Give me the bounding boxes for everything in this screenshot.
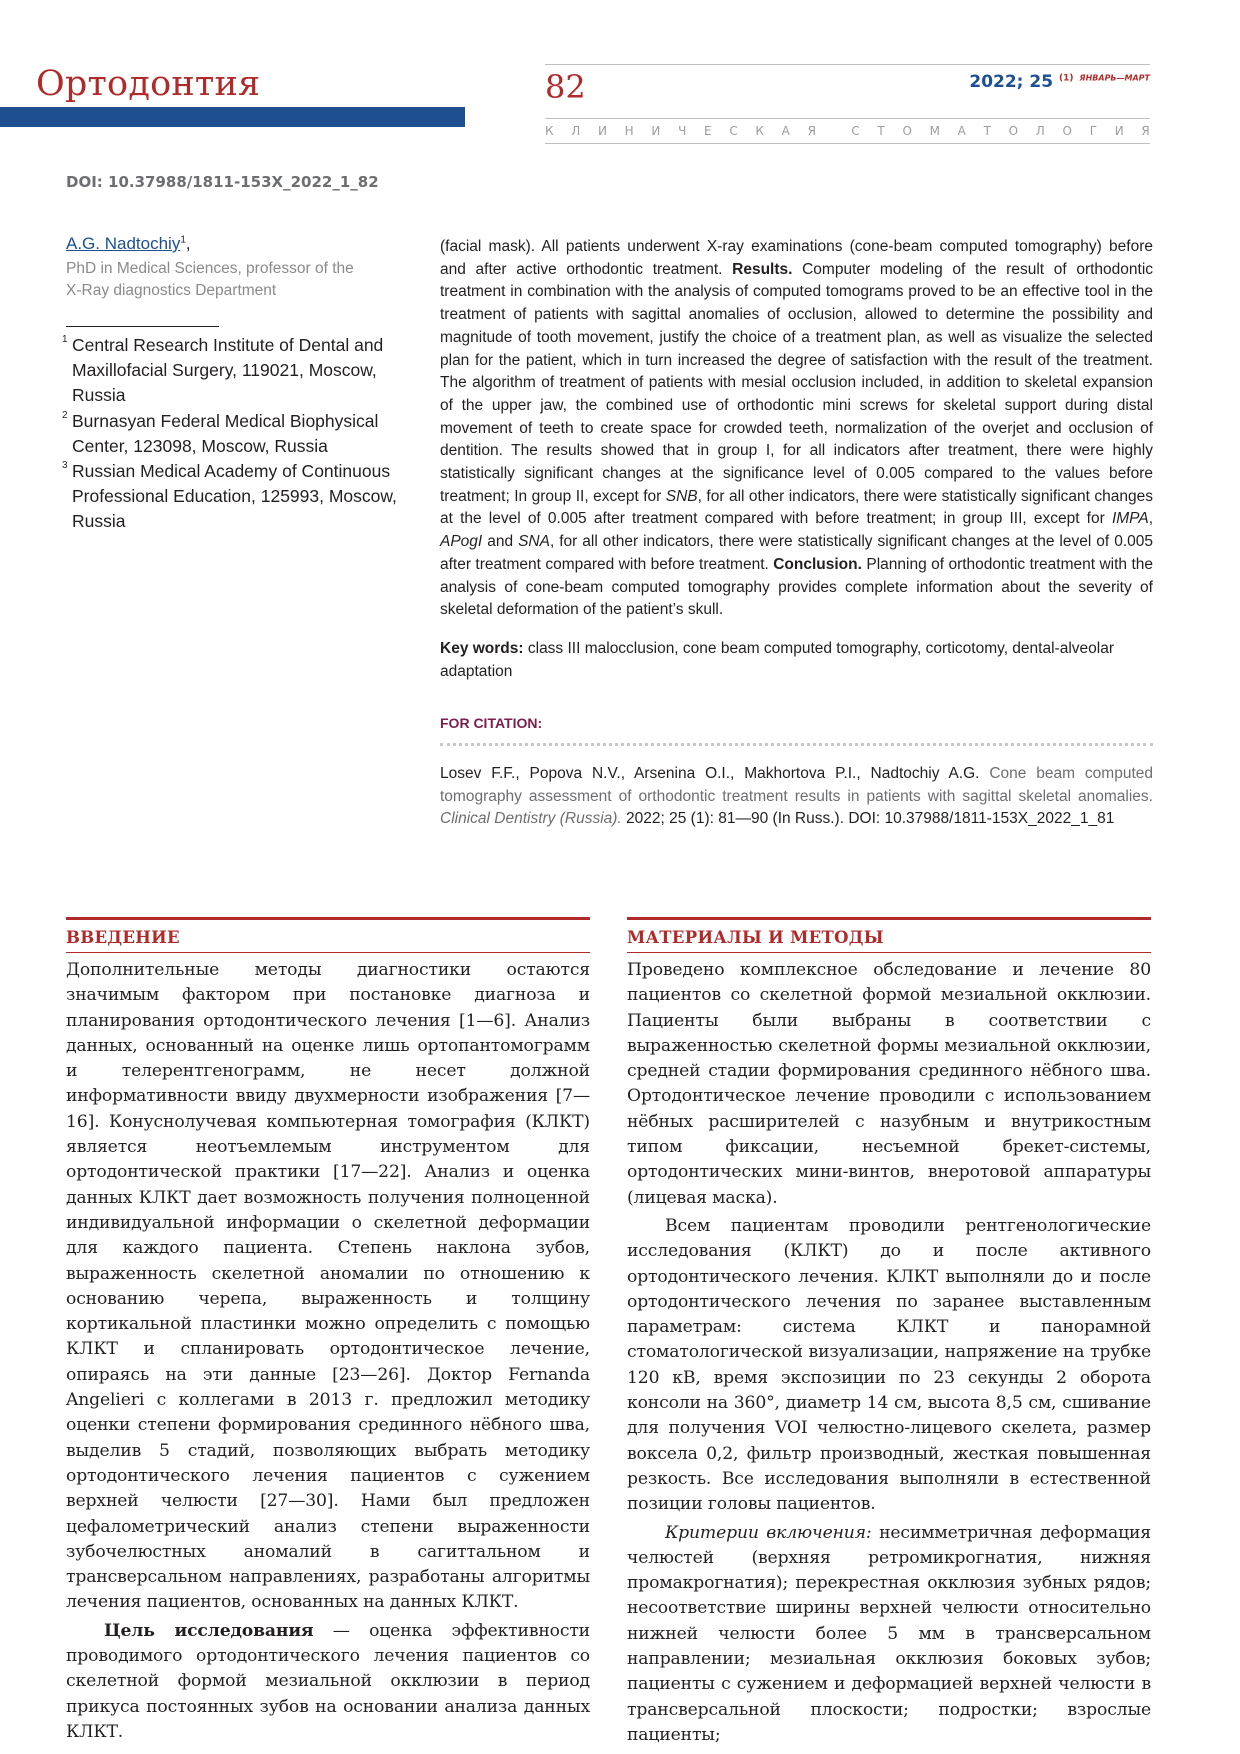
affiliation-text: Central Research Institute of Dental and Maxillofacial Surgery, 119021, Moscow, Russia <box>72 335 384 405</box>
abstract <box>440 236 1153 622</box>
journal-letter: А <box>957 124 966 138</box>
methods-heading: МАТЕРИАЛЫ И МЕТОДЫ <box>627 928 884 947</box>
abstract-text: , for all other indicators, there were statistically significant changes at the level of 0.005 after treatment compared with before treatment; in group III, except for <box>440 487 1153 528</box>
intro-heading: ВВЕДЕНИЕ <box>66 928 180 947</box>
doi: DOI: 10.37988/1811-153X_2022_1_82 <box>66 173 379 191</box>
column-rule-top <box>627 917 1151 920</box>
issue-number: (1) <box>1059 73 1074 84</box>
criteria-text: несимметричная деформация челюстей (верхняя ретромикрогнатия, нижняя промакрогнатия); перекрестная окклюзия зубных рядов; несоответствие ширины верхней челюсти относительно нижней челюсти более 5 мм в трансверсальном направлении; мезиальная окклюзия боковых зубов; пациенты с сужением и деформацией верхней челюсти в трансверсальной плоскости; подростки; взрослые пациенты; <box>627 1522 1151 1745</box>
intro-column <box>66 917 590 1745</box>
journal-letter: О <box>1008 124 1019 138</box>
methods-paragraph: Проведено комплексное обследование и лечение 80 пациентов со скелетной формой мезиальной окклюзии. Пациенты были выбраны в соответствии с выраженностью скелетной формы мезиальной окклюзии, средней стадии формирования срединного нёбного шва. Ортодонтическое лечение проводили с использованием нёбных расширителей с назубным и внутрикостным типом фиксации, несъемной брекет-системы, ортодонтических мини-винтов, внеротовой аппаратуры (лицевая маска). <box>627 960 1151 1208</box>
journal-letter: Е <box>704 124 712 138</box>
journal-letter: Л <box>571 124 581 138</box>
citation-details: 2022; 25 (1): 81—90 (In Russ.). DOI: 10.37988/1811-153X_2022_1_81 <box>621 810 1115 828</box>
abstract-text: Computer modeling of the result of orthodontic treatment in combination with the analysis of computed tomograms proved to be an effective tool in the treatment of patients with sagittal anomalies of occlusion, allowed to determine the possibility and magnitude of tooth movement, justify the choice of a treatment plan, as well as visualize the selected plan for the patient, which in turn increased the degree of satisfaction with the result of the treatment. The algorithm of treatment of patients with mesial occlusion included, in addition to skeletal expansion of the upper jaw, the combined use of orthodontic mini screws for skeletal support during distal movement of teeth to create space for crowded teeth, normalization of the overjet and occlusion of dentition. The results showed that in group I, for all indicators after treatment, there were highly statistically significant changes at the significance level of 0.005 compared to the values before treatment; In group II, except for <box>440 260 1154 505</box>
issue-volume: 25 <box>1029 72 1054 92</box>
methods-body <box>627 958 1151 1748</box>
journal-letter: Т <box>877 124 885 138</box>
author-affiliation-sup: 1 <box>180 234 186 246</box>
abstract-term: APogI <box>440 533 483 551</box>
journal-name <box>545 124 1150 138</box>
journal-letter: Я <box>1141 124 1150 138</box>
journal-letter: К <box>545 124 554 138</box>
methods-column <box>627 917 1151 1748</box>
header-rule-mid <box>545 118 1150 119</box>
affiliation-number: 2 <box>62 410 68 421</box>
citation-label: FOR CITATION: <box>440 715 543 731</box>
abstract-term: SNB <box>665 487 698 505</box>
journal-letter: И <box>597 124 607 138</box>
journal-letter: А <box>781 124 790 138</box>
author-link[interactable]: A.G. Nadtochiy <box>66 234 181 253</box>
section-title: Ортодонтия <box>36 64 261 104</box>
abstract-term: IMPA <box>1111 510 1149 528</box>
journal-letter: М <box>929 124 940 138</box>
citation-title: Cone beam computed tomography assessment of orthodontic treatment results in patients with sagittal skeletal anomalies. <box>440 765 1154 805</box>
affiliation-item <box>62 409 412 459</box>
citation-journal: Clinical Dentistry (Russia). <box>440 810 622 828</box>
conclusion-label: Conclusion. <box>773 555 862 573</box>
results-label: Results. <box>732 260 793 278</box>
affiliation-number: 3 <box>62 460 68 471</box>
issue-info <box>969 72 1150 92</box>
affiliation-item <box>62 333 412 408</box>
issue-period: ЯНВАРЬ—МАРТ <box>1079 73 1150 83</box>
abstract-text: , <box>1148 510 1153 528</box>
journal-letter: Я <box>807 124 816 138</box>
header-rule-top <box>545 64 1150 65</box>
journal-letter: С <box>851 124 860 138</box>
journal-letter: И <box>651 124 661 138</box>
journal-letter: С <box>729 124 738 138</box>
abstract-term: SNA <box>518 533 550 551</box>
methods-paragraph: Всем пациентам проводили рентгенологические исследования (КЛКТ) до и после активного ортодонтического лечения. КЛКТ выполняли до и после ортодонтического лечения по заранее выставленным параметрам: система КЛКТ и панорамной стоматологической визуализации, напряжение на трубке 120 кВ, время экспозиции по 23 секунды 2 оборота консоли на 360°, диаметр 14 см, высота 8,5 см, сшивание для получения VOI челюстно-лицевого скелета, размер воксела 0,2, фильтр производный, жесткая повышенная резкость. Все исследования выполняли в естественной позиции головы пациентов. <box>627 1215 1151 1515</box>
keywords <box>440 638 1153 683</box>
citation-divider <box>440 743 1153 746</box>
journal-letter: Н <box>624 124 634 138</box>
journal-letter: И <box>1114 124 1124 138</box>
citation-authors: Losev F.F., Popova N.V., Arsenina O.I., Makhortova P.I., Nadtochiy A.G. <box>440 765 990 782</box>
affiliation-text: Burnasyan Federal Medical Biophysical Center, 123098, Moscow, Russia <box>72 411 379 456</box>
author-name <box>66 234 191 254</box>
criteria-label: Критерии включения: <box>665 1522 872 1543</box>
abstract-text: (facial mask). All patients underwent X-ray examinations (cone-beam computed tomography) before and after active orthodontic treatment. <box>440 238 1153 278</box>
aim-text: — оценка эффективности проводимого ортодонтического лечения пациентов со скелетной формой мезиальной окклюзии в период прикуса постоянных зубов на основании анализа данных КЛКТ. <box>66 1620 590 1742</box>
column-rule-top <box>66 917 590 920</box>
affiliation-rule <box>66 326 219 327</box>
column-rule-bottom <box>66 952 590 953</box>
aim-paragraph <box>66 1619 590 1745</box>
journal-letter: О <box>902 124 912 138</box>
journal-letter: О <box>1062 124 1072 138</box>
column-rule-bottom <box>627 952 1151 953</box>
journal-letter: Ч <box>678 124 687 138</box>
header-rule-bottom <box>545 143 1150 144</box>
journal-letter: Г <box>1089 124 1098 138</box>
keywords-label: Key words: <box>440 640 524 657</box>
abstract-text: and <box>482 533 519 551</box>
abstract-text: Planning of orthodontic treatment with the analysis of cone-beam computed tomography provides complete information about the severity of skeletal deformation of the patient’s skull. <box>440 555 1153 619</box>
affiliation-item <box>62 459 412 534</box>
journal-letter: Т <box>983 124 991 138</box>
journal-letter: Л <box>1035 124 1045 138</box>
criteria-paragraph <box>627 1521 1151 1749</box>
intro-body <box>66 958 590 1745</box>
keywords-text: class III malocclusion, cone beam computed tomography, corticotomy, dental-alveolar adaptation <box>440 640 1114 680</box>
intro-paragraph: Дополнительные методы диагностики остаются значимым фактором при постановке диагноза и планирования ортодонтического лечения [1—6]. Анализ данных, основанный на оценке лишь ортопантомограмм и телерентгенограмм, не несет должной информативности ввиду двухмерности изображения [7—16]. Конуснолучевая компьютерная томография (КЛКТ) является неотъемлемым инструментом для ортодонтической практики [17—22]. Анализ и оценка данных КЛКТ дает возможность получения полноценной индивидуальной информации о скелетной деформации для каждого пациента. Степень наклона зубов, выраженность скелетной аномалии по отношению к основанию черепа, выраженность и толщину кортикальной пластинки можно определить с помощью КЛКТ и спланировать ортодонтическое лечение, опираясь на эти данные [23—26]. Доктор Fernanda Angelieri с коллегами в 2013 г. предложил методику оценки степени формирования срединного нёбного шва, выделив 5 стадий, позволяющих выбрать методику ортодонтического лечения пациентов с сужением верхней челюсти [27—30]. Нами был предложен цефалометрический анализ степени выраженности зубочелюстных аномалий в сагиттальном и трансверсальном направлениях, разработаны алгоритмы лечения пациентов, основанных на данных КЛКТ. <box>66 960 590 1613</box>
page-number: 82 <box>545 68 586 106</box>
citation <box>440 763 1153 831</box>
aim-label: Цель исследования <box>104 1620 314 1641</box>
journal-letter: К <box>755 124 764 138</box>
issue-year: 2022; <box>969 72 1024 92</box>
affiliation-text: Russian Medical Academy of Continuous Professional Education, 125993, Moscow, Russia <box>72 461 397 531</box>
header-accent-bar <box>0 107 465 127</box>
abstract-text: , for all other indicators, there were statistically significant changes at the level of 0.005 after treatment compared with before treatment. <box>440 533 1153 573</box>
affiliation-number: 1 <box>62 334 68 345</box>
author-comma: , <box>185 234 191 253</box>
author-position: PhD in Medical Sciences, professor of the X-Ray diagnostics Department <box>66 260 354 299</box>
